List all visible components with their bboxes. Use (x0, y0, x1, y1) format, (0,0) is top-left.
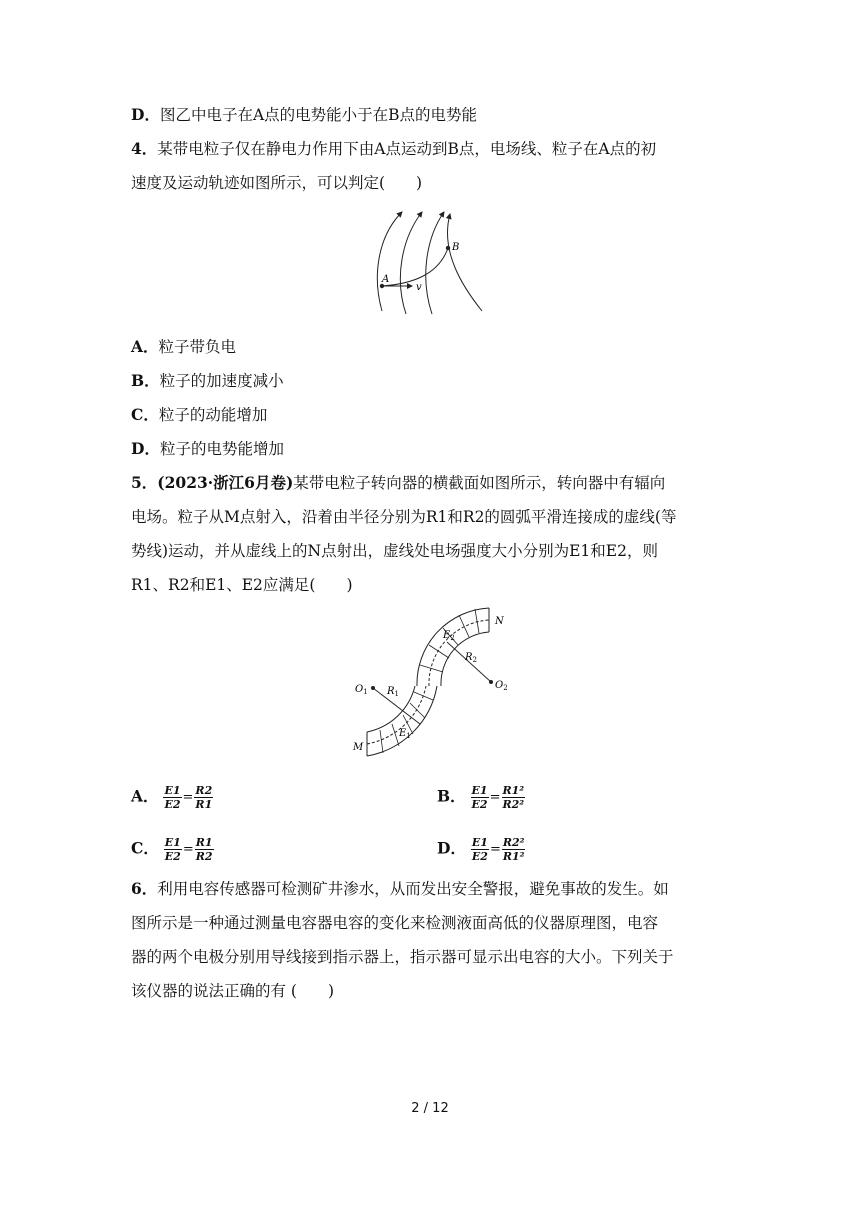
option-letter: B． (131, 371, 160, 390)
q6-stem-line1 (131, 878, 669, 900)
question-number: 6． (131, 879, 158, 898)
question-text: 速度及运动轨迹如图所示，可以判定( ) (131, 174, 423, 192)
label-e1: $E_1$ (399, 728, 411, 740)
label-o2: $O_2$ (495, 680, 508, 692)
outer-wall (367, 686, 437, 756)
label-o1: $O_1$ (355, 684, 368, 696)
q5-stem-line1 (131, 472, 665, 494)
question-number: 4． (131, 139, 158, 158)
point-b (446, 246, 450, 250)
option-letter: A． (131, 786, 159, 806)
option-letter: D． (437, 838, 466, 858)
q3-option-d (131, 104, 477, 126)
label-r1: $R_1$ (387, 686, 399, 698)
q5-option-a: A． $\frac{E1}{E2}$ = $\frac{R2}{R1}$ (131, 784, 213, 811)
option-text: 粒子的加速度减小 (159, 372, 284, 390)
fraction-r: $\frac{R1}{R2}$ (195, 836, 213, 863)
fraction-e: $\frac{E1}{E2}$ (164, 836, 181, 863)
label-a: A (382, 274, 390, 285)
q4-option-d (131, 438, 284, 460)
q5-stem-line4 (131, 574, 353, 596)
question-text: 某带电粒子转向器的横截面如图所示，转向器中有辐向 (293, 474, 666, 492)
q6-stem-line4 (131, 980, 334, 1002)
label-v: v (416, 282, 422, 293)
q5-deflector-figure (345, 600, 520, 765)
q4-option-a (131, 336, 236, 358)
q5-option-b: B． $\frac{E1}{E2}$ = $\frac{\text{R1²}}{\text{R2²}}$ (437, 784, 525, 811)
fraction-e: $\frac{E1}{E2}$ (471, 836, 488, 863)
question-text: 利用电容传感器可检测矿井渗水，从而发出安全警报，避免事故的发生。如 (157, 880, 669, 898)
question-text: R1、R2和E1、E2应满足( ) (131, 576, 353, 594)
field-line (426, 212, 444, 314)
q4-stem-line1 (131, 138, 656, 160)
q5-stem-line2 (131, 506, 676, 528)
question-text: 图所示是一种通过测量电容器电容的变化来检测液面高低的仪器原理图，电容 (131, 914, 659, 932)
label-r2: $R_2$ (465, 652, 477, 664)
q4-option-b (131, 370, 284, 392)
option-letter: D． (131, 439, 160, 458)
option-letter: C． (131, 838, 159, 858)
fraction-r: $\frac{\text{R2²}}{\text{R1²}}$ (502, 836, 525, 863)
q5-option-c: C． $\frac{E1}{E2}$ = $\frac{R1}{R2}$ (131, 836, 213, 863)
label-n: N (495, 616, 504, 627)
label-b: B (452, 242, 460, 253)
option-letter: C． (131, 405, 159, 424)
q5-stem-line3 (131, 540, 658, 562)
option-text: 粒子的动能增加 (158, 406, 268, 424)
q5-option-d: D． $\frac{E1}{E2}$ = $\frac{\text{R2²}}{\text{R1²}}$ (437, 836, 525, 863)
fraction-e: $\frac{E1}{E2}$ (471, 784, 488, 811)
page-number: 2 / 12 (411, 1101, 449, 1116)
option-letter: A． (131, 337, 159, 356)
q4-option-c (131, 404, 267, 426)
question-number: 5． (131, 473, 158, 492)
fraction-r: $\frac{R2}{R1}$ (195, 784, 213, 811)
fraction-r: $\frac{\text{R1²}}{\text{R2²}}$ (502, 784, 525, 811)
option-letter: D． (131, 105, 160, 124)
option-text: 图乙中电子在A点的电势能小于在B点的电势能 (159, 106, 478, 124)
option-text: 粒子的电势能增加 (159, 440, 284, 458)
q6-stem-line3 (131, 946, 674, 968)
question-text: 该仪器的说法正确的有 ( ) (131, 982, 335, 1000)
q4-stem-line2 (131, 172, 422, 194)
question-source: (2023·浙江6月卷) (157, 473, 294, 492)
field-line (377, 212, 402, 311)
question-text: 器的两个电极分别用导线接到指示器上，指示器可显示出电容的大小。下列关于 (131, 948, 674, 966)
q4-field-line-figure (370, 206, 490, 316)
label-e2: $E_2$ (443, 630, 455, 642)
question-text: 某带电粒子仅在静电力作用下由A点运动到B点，电场线、粒子在A点的初 (157, 140, 657, 158)
field-line (448, 214, 482, 311)
trajectory (382, 248, 448, 286)
option-text: 粒子带负电 (158, 338, 237, 356)
option-letter: B． (437, 786, 466, 806)
field-line (400, 212, 422, 314)
question-text: 势线)运动，并从虚线上的N点射出，虚线处电场强度大小分别为E1和E2，则 (131, 542, 658, 560)
q6-stem-line2 (131, 912, 658, 934)
label-m: M (353, 742, 364, 753)
question-text: 电场。粒子从M点射入，沿着由半径分别为R1和R2的圆弧平滑连接成的虚线(等 (131, 508, 677, 526)
fraction-e: $\frac{E1}{E2}$ (164, 784, 181, 811)
